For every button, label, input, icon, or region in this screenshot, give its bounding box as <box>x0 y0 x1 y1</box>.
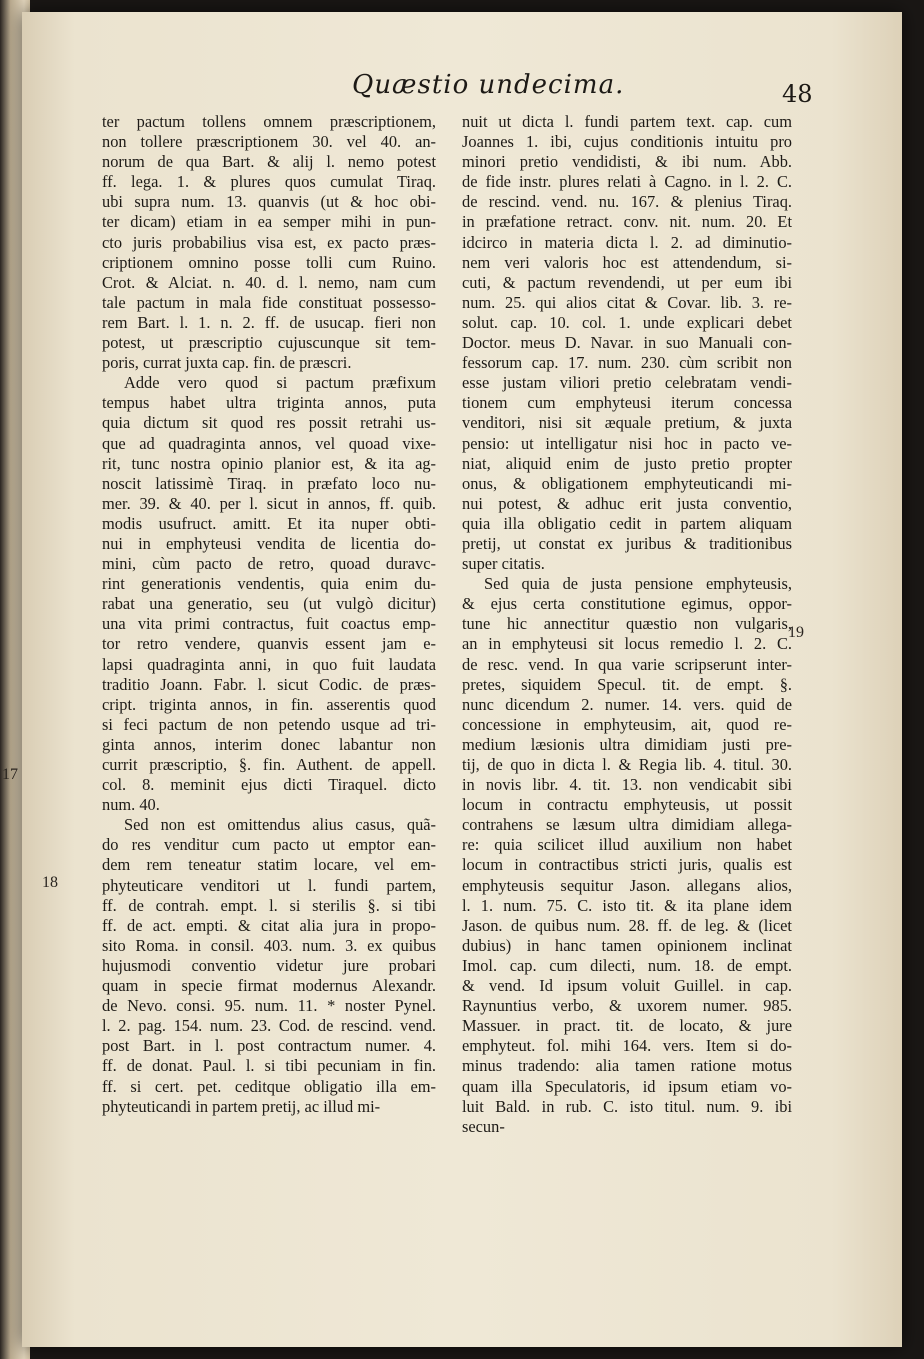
text-line: emphyteusis sequitur Jason. allegans alios, <box>462 875 792 895</box>
text-line: modis usufruct. amitt. Et ita nuper obti- <box>102 513 436 533</box>
text-line: dubius) in hanc tamen opinionem inclinat <box>462 935 792 955</box>
text-line: super citatis. <box>462 554 545 574</box>
text-line: Massuer. in pract. tit. de locato, & jure <box>462 1016 792 1036</box>
text-line: currit præscriptio, §. fin. Authent. de appell. <box>102 755 436 774</box>
text-line: Doctor. meus D. Navar. in suo Manuali con- <box>462 333 792 353</box>
text-line: de fide instr. plures relati à Cagno. in l. 2. C. <box>462 172 792 192</box>
text-line: Imol. cap. cum dilecti, num. 18. de empt. <box>462 955 792 975</box>
text-line: pensio: ut intelligatur nisi hoc in pacto ve- <box>462 433 792 453</box>
text-line: idcirco in materia dicta l. 2. ad diminutio- <box>462 232 792 252</box>
text-line: post Bart. in l. post contractum numer. 4. <box>102 1036 436 1056</box>
text-line: ff. lega. 1. & plures quos cumulat Tiraq. <box>102 172 436 192</box>
text-line: rint generationis vendentis, quia enim du- <box>102 574 436 594</box>
text-line: do res venditur cum pacto ut emptor ean- <box>102 835 436 855</box>
text-line: minori pretio vendidisti, & ibi num. Abb. <box>462 152 792 172</box>
text-line: Crot. & Alciat. n. 40. d. l. nemo, nam cum <box>102 272 436 292</box>
text-line: ter dicam) etiam in ea semper mihi in pun- <box>102 212 436 232</box>
text-line: ubi supra num. 13. quanvis (ut & hoc obi- <box>102 192 436 212</box>
text-line: Jason. de quibus num. 28. ff. de leg. & (licet <box>462 915 792 935</box>
text-line: an in emphyteusi sit locus remedio l. 2. C. <box>462 634 792 654</box>
text-line: fessorum cap. 17. num. 230. cùm scribit non <box>462 353 792 373</box>
text-line: onus, & obligationem emphyteuticandi mi- <box>462 473 792 493</box>
text-line: medium læsionis ultra dimidiam justi pre- <box>462 734 792 754</box>
text-line: de Nevo. consi. 95. num. 11. * noster Pynel. <box>102 996 436 1016</box>
text-line: secun- <box>462 1116 505 1136</box>
text-line: phyteuticare venditori ut l. fundi partem, <box>102 875 436 895</box>
text-line: quam in specie firmat modernus Alexandr. <box>102 976 436 996</box>
text-line: si feci pactum de non petendo usque ad tri- <box>102 714 436 734</box>
text-line: locum in contractu emphyteusis, ut possit <box>462 795 792 815</box>
running-title: Quæstio undecima. <box>352 70 625 100</box>
text-line: in præfatione retract. conv. nit. num. 20. Et <box>462 212 792 232</box>
folio-number: 48 <box>782 80 813 108</box>
text-line: criptionem omnino posse tolli cum Ruino. <box>102 252 436 272</box>
text-line: Sed non est omittendus alius casus, quã- <box>124 815 436 835</box>
text-line: quam illa Speculatoris, id ipsum etiam vo- <box>462 1076 792 1096</box>
text-line: dem rem teneatur statim locare, vel em- <box>102 855 436 875</box>
text-line: sito Roma. in consil. 403. num. 3. ex quibus <box>102 935 436 955</box>
text-line: norum de qua Bart. & alij l. nemo potest <box>102 152 436 172</box>
text-line: phyteuticandi in partem pretij, ac illud mi- <box>102 1096 381 1116</box>
margin-number-17: 17 <box>2 766 18 783</box>
text-line: nem veri valoris hoc est attendendum, si- <box>462 252 792 272</box>
text-line: nunc dicendum 2. numer. 14. vers. quid de <box>462 694 792 714</box>
text-line: quia illa obligatio cedit in partem aliquam <box>462 513 792 533</box>
text-line: Joannes 1. ibi, cujus conditionis intuitu pro <box>462 132 792 152</box>
text-line: niat, aliquid enim de justo pretio propter <box>462 453 792 473</box>
book-page <box>2 12 902 1347</box>
text-line: noscit latissimè Tiraq. in præfato loco nu- <box>102 473 436 493</box>
text-line: traditio Joann. Fabr. l. sicut Codic. de præs- <box>102 674 436 694</box>
text-line: cuti, & pactum revendendi, ut per eum ibi <box>462 272 792 292</box>
text-line: nui in emphyteusi vendita de licentia do- <box>102 533 436 553</box>
text-line: tionem cum emphyteusi iterum concessa <box>462 393 792 413</box>
text-line: ff. si cert. pet. ceditque obligatio illa em- <box>102 1076 436 1096</box>
text-line: ter pactum tollens omnem præscriptionem, <box>102 112 436 131</box>
text-line: nui potest, & adhuc erit justa conventio, <box>462 493 792 513</box>
text-line: que ad quadraginta annos, vel quoad vixe- <box>102 433 436 453</box>
text-line: de rescind. vend. nu. 167. & plenius Tiraq. <box>462 192 792 212</box>
text-line: solut. cap. 10. col. 1. unde explicari debet <box>462 312 792 332</box>
text-line: & vend. Id ipsum voluit Guillel. in cap. <box>462 976 792 996</box>
text-line: minus tradendo: alia tamen ratione motus <box>462 1056 792 1076</box>
left-text-column <box>102 112 436 1117</box>
text-line: in novis libr. 4. tit. 13. non vendicabit sibi <box>462 775 792 795</box>
text-line: locum in contractibus stricti juris, qualis est <box>462 855 792 875</box>
text-line: rit, tunc nostra opinio planior est, & ita ag- <box>102 453 436 473</box>
text-line: poris, currat juxta cap. fin. de præscri. <box>102 353 352 373</box>
text-line: potest, ut præscriptio cujuscunque sit tem- <box>102 333 436 353</box>
text-line: num. 25. qui alios citat & Covar. lib. 3. re- <box>462 292 792 312</box>
text-line: rem Bart. l. 1. n. 2. ff. de usucap. fieri non <box>102 312 436 332</box>
text-line: ginta annos, interim donec labantur non <box>102 734 436 754</box>
right-text-column <box>462 112 792 1137</box>
text-line: hujusmodi conventio videtur jure probari <box>102 955 436 975</box>
text-line: re: quia scilicet illud auxilium non habet <box>462 835 792 855</box>
text-line: pretes, siquidem Specul. tit. de empt. §. <box>462 674 792 694</box>
text-line: tale pactum in mala fide constituat possesso- <box>102 292 436 312</box>
text-line: ff. de donat. Paul. l. si tibi pecuniam in fin. <box>102 1056 436 1076</box>
text-line: una vita primi contractus, fuit coactus emp- <box>102 614 436 634</box>
text-line: emphyteut. fol. mihi 164. vers. Item si do- <box>462 1036 792 1056</box>
text-line: de resc. vend. In qua varie scripserunt inter- <box>462 654 792 674</box>
text-line: Raynuntius verbo, & uxorem numer. 985. <box>462 996 792 1016</box>
text-line: luit Bald. in rub. C. isto titul. num. 9. ibi <box>462 1096 792 1116</box>
text-line: cript. triginta annos, in fin. asserentis quod <box>102 694 436 714</box>
text-line: Sed quia de justa pensione emphyteusis, <box>484 574 792 594</box>
text-line: quia dictum sit quod res possit retrahi us- <box>102 413 436 433</box>
text-line: rabat una generatio, seu (ut vulgò dicitur) <box>102 594 436 614</box>
text-line: nuit ut dicta l. fundi partem text. cap. cum <box>462 112 792 131</box>
text-line: lapsi quadraginta anni, in quo fuit laudata <box>102 654 436 674</box>
margin-number-18: 18 <box>42 874 58 891</box>
text-line: venditori, nisi sit æquale pretium, & juxta <box>462 413 792 433</box>
text-line: ff. de act. empti. & citat alia jura in propo- <box>102 915 436 935</box>
text-line: Adde vero quod si pactum præfixum <box>124 373 436 393</box>
text-line: concessione in emphyteusim, ait, quod re- <box>462 714 792 734</box>
text-line: l. 2. pag. 154. num. 23. Cod. de rescind. vend. <box>102 1016 436 1036</box>
text-line: l. 1. num. 75. C. isto tit. & ita plane idem <box>462 895 792 915</box>
text-line: mini, cùm pacto de retro, quoad duravc- <box>102 554 436 574</box>
text-line: contrahens se læsum ultra dimidiam allega- <box>462 815 792 835</box>
text-line: cto juris probabilius visa est, ex pacto præs- <box>102 232 436 252</box>
text-line: & ejus certa constitutione egimus, oppor- <box>462 594 792 614</box>
text-line: mer. 39. & 40. per l. sicut in annos, ff. quib. <box>102 493 436 513</box>
text-line: non tollere præscriptionem 30. vel 40. an- <box>102 132 436 152</box>
text-line: pretij, ut constat ex juribus & traditionibus <box>462 533 792 553</box>
text-line: tune hic annectitur quæstio non vulgaris, <box>462 614 792 634</box>
text-line: col. 8. meminit ejus dicti Tiraquel. dicto <box>102 775 436 795</box>
text-line: tij, de quo in dicta l. & Regia lib. 4. titul. 30. <box>462 755 792 774</box>
margin-number-19: 19 <box>788 624 804 641</box>
text-line: num. 40. <box>102 795 160 815</box>
text-line: ff. de contrah. empt. l. si sterilis §. si tibi <box>102 895 436 915</box>
text-line: esse justam viliori pretio celebratam vendi- <box>462 373 792 393</box>
text-line: tempus habet ultra triginta annos, puta <box>102 393 436 413</box>
text-line: tor retro vendere, quanvis essent jam e- <box>102 634 436 654</box>
